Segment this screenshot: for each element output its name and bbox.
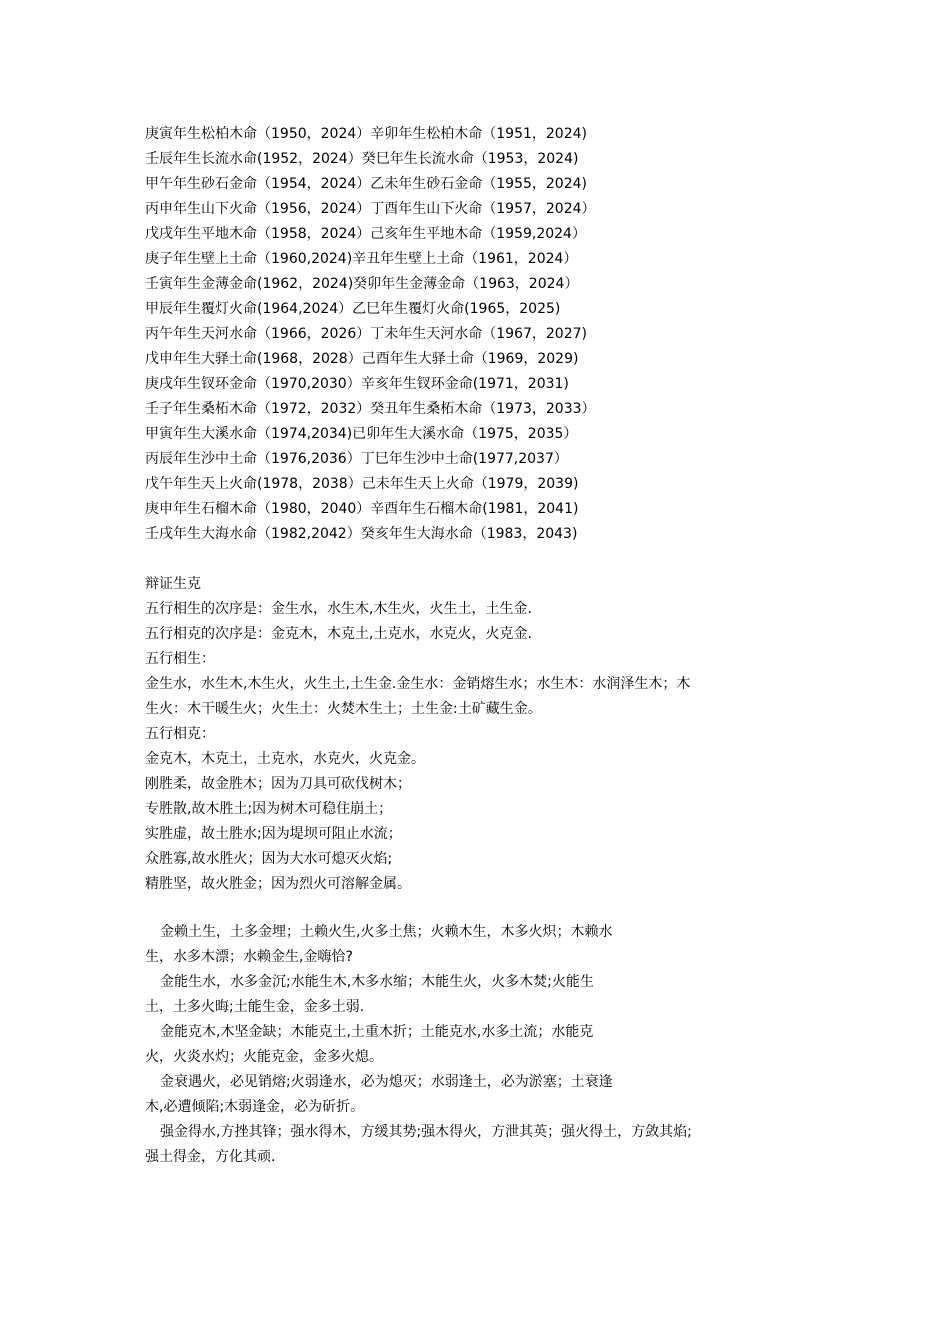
paragraph-line: 金衰遇火，必见销熔;火弱逢水，必为熄灭；水弱逢土，必为淤塞；土衰逢 [160, 1074, 613, 1090]
year-line: 丙申年生山下火命（1956，2024）丁酉年生山下火命（1957，2024） [145, 201, 596, 217]
year-line: 壬戌年生大海水命（1982,2042）癸亥年生大海水命（1983，2043) [145, 526, 578, 542]
paragraph-line: 生，水多木漂；水赖金生,金嗨恰? [145, 949, 353, 965]
year-line: 甲午年生砂石金命（1954，2024）乙未年生砂石金命（1955，2024) [145, 176, 587, 192]
year-line: 庚寅年生松柏木命（1950，2024）辛卯年生松柏木命（1951，2024) [145, 126, 587, 142]
restraint-line: 精胜坚，故火胜金；因为烈火可溶解金属。 [145, 876, 411, 892]
paragraph-line: 强土得金，方化其顽. [145, 1149, 276, 1165]
restraint-line: 金克木，木克土，土克水，水克火，火克金。 [145, 751, 425, 767]
paragraph-line: 金能生水，水多金沉;水能生木,木多水缩；木能生火，火多木焚;火能生 [160, 974, 594, 990]
restraint-line: 实胜虚，故土胜水;因为堤坝可阻止水流； [145, 826, 402, 842]
paragraph-line: 强金得水,方挫其锋；强水得木，方缓其势;强木得火，方泄其英；强火得土，方敛其焰; [160, 1124, 692, 1140]
years-table [145, 122, 810, 547]
generation-line: 金生水，水生木,木生火，火生土,土生金.金生水：金销熔生水；水生木：水润泽生木；木 [145, 676, 691, 692]
restraint-line: 专胜散,故木胜土;因为树木可稳住崩土； [145, 801, 393, 817]
dialectic-section [145, 572, 810, 897]
year-line: 壬辰年生长流水命(1952，2024）癸巳年生长流水命（1953，2024) [145, 151, 579, 167]
section-title: 辩证生克 [145, 576, 201, 592]
restraint-line: 刚胜柔，故金胜木；因为刀具可砍伐树木； [145, 776, 411, 792]
year-line: 庚子年生壁上土命（1960,2024)辛丑年生壁上土命（1961，2024） [145, 251, 578, 267]
year-line: 戊申年生大驿土命(1968，2028）己酉年生大驿土命（1969，2029) [145, 351, 579, 367]
generation-heading: 五行相生： [145, 651, 215, 667]
year-line: 庚申年生石榴木命（1980，2040）辛酉年生石榴木命(1981，2041) [145, 501, 579, 517]
year-line: 丙辰年生沙中土命（1976,2036）丁巳年生沙中土命(1977,2037） [145, 451, 568, 467]
restraint-order: 五行相克的次序是：金克木，木克土,土克水，水克火，火克金. [145, 626, 532, 642]
year-line: 甲辰年生覆灯火命(1964,2024）乙巳年生覆灯火命(1965，2025) [145, 301, 561, 317]
paragraph-line: 火，火炎水灼；火能克金，金多火熄。 [145, 1049, 383, 1065]
restraint-line: 众胜寡,故水胜火；因为大水可熄灭火焰; [145, 851, 393, 867]
paragraph-line: 金能克木,木坚金缺；木能克土,土重木折；土能克水,水多土流；水能克 [160, 1024, 594, 1040]
generation-order: 五行相生的次序是：金生水，水生木,木生火，火生土，土生金. [145, 601, 532, 617]
year-line: 庚戌年生钗环金命（1970,2030）辛亥年生钗环金命(1971，2031) [145, 376, 569, 392]
year-line: 甲寅年生大溪水命（1974,2034)已卯年生大溪水命（1975，2035） [145, 426, 578, 442]
paragraphs [145, 920, 810, 1170]
year-line: 戊午年生天上火命(1978，2038）己未年生天上火命（1979，2039) [145, 476, 579, 492]
year-line: 壬寅年生金薄金命(1962，2024)癸卯年生金薄金命（1963，2024） [145, 276, 579, 292]
paragraph-line: 土，土多火晦;土能生金，金多土弱. [145, 999, 365, 1015]
paragraph-line: 金赖土生，土多金埋；土赖火生,火多土焦；火赖木生，木多火炽；木赖水 [160, 924, 613, 940]
year-line: 壬子年生桑柘木命（1972，2032）癸丑年生桑柘木命（1973，2033） [145, 401, 596, 417]
generation-line: 生火：木干暖生火；火生土：火焚木生土；土生金:土矿藏生金。 [145, 701, 542, 717]
year-line: 戊戌年生平地木命（1958，2024）己亥年生平地木命（1959,2024） [145, 226, 586, 242]
paragraph-line: 木,必遭倾陷;木弱逢金，必为斫折。 [145, 1099, 365, 1115]
year-line: 丙午年生天河水命（1966，2026）丁未年生天河水命（1967，2027) [145, 326, 587, 342]
restraint-heading: 五行相克： [145, 726, 215, 742]
